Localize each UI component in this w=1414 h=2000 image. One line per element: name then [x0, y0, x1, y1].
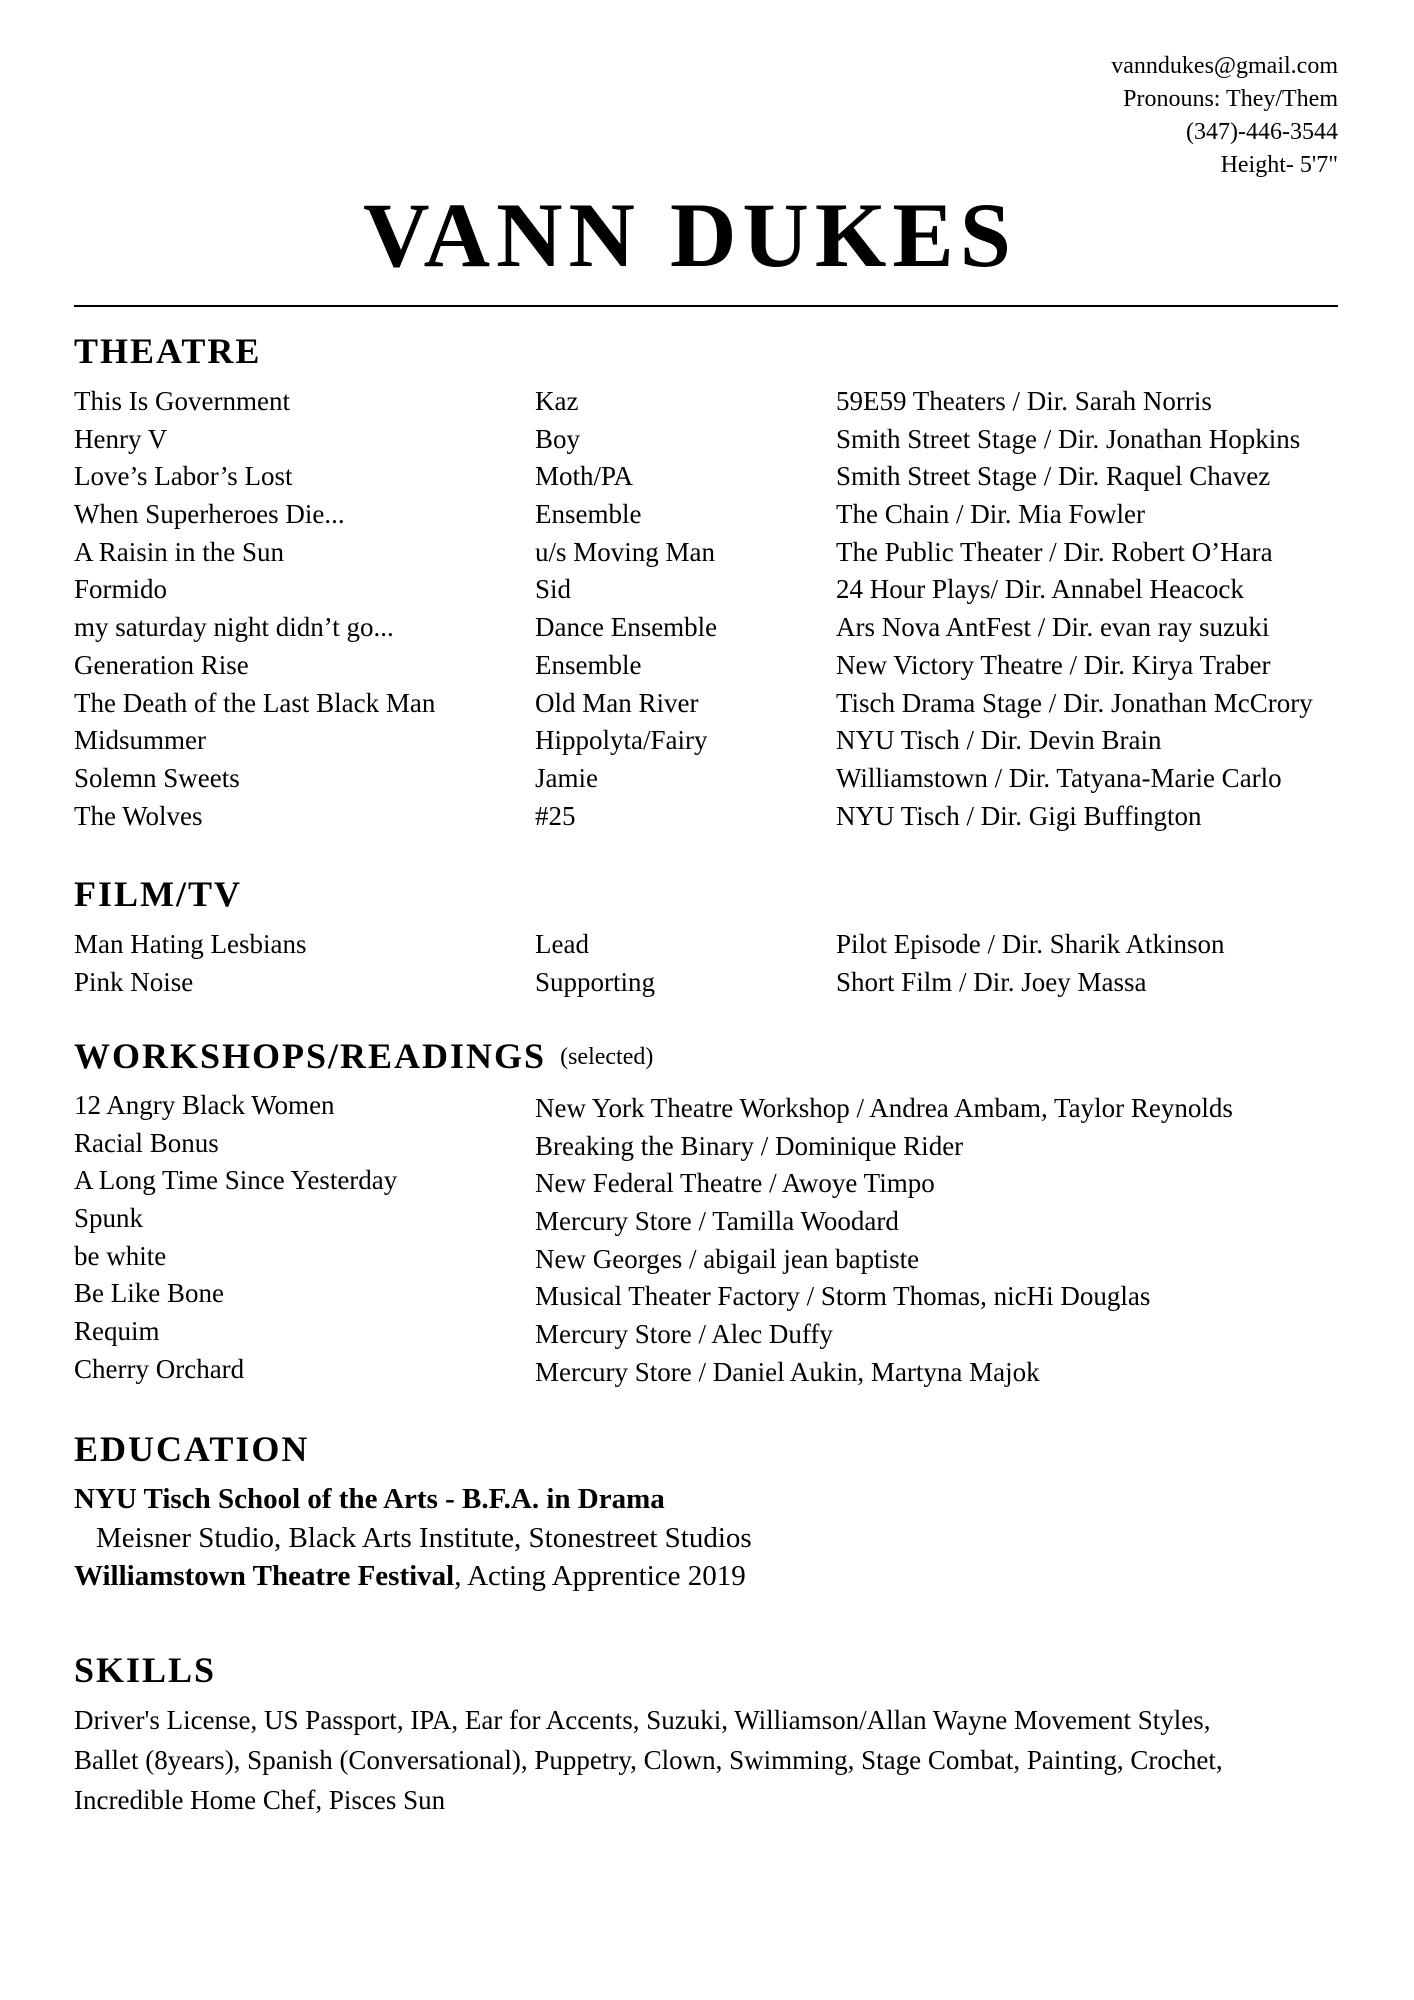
credit-venue: Short Film / Dir. Joey Massa	[836, 966, 1147, 997]
table-row	[74, 1313, 1364, 1351]
credit-title: Formido	[74, 574, 168, 605]
contact-email: vanndukes@gmail.com	[1111, 53, 1338, 79]
credit-title: Man Hating Lesbians	[74, 929, 307, 959]
credit-role: Ensemble	[535, 499, 642, 530]
credit-role: Hippolyta/Fairy	[535, 725, 708, 756]
workshop-venue: New York Theatre Workshop / Andrea Ambam, Taylor Reynolds	[535, 1093, 1233, 1123]
table-row	[74, 964, 1364, 1002]
credit-title: Love’s Labor’s Lost	[74, 461, 293, 492]
workshop-venue: Breaking the Binary / Dominique Rider	[535, 1130, 964, 1161]
skills-list: Driver's License, US Passport, IPA, Ear for Accents, Suzuki, Williamson/Allan Wayne Movement Styles, Ballet (8years), Spanish (Conversational), Puppetry, Clown, Swimming, Stage Combat, Painting, Crochet, Incredible Home Chef, Pisces Sun	[74, 1705, 1223, 1815]
education-festival	[74, 1556, 746, 1596]
credit-venue: 59E59 Theaters / Dir. Sarah Norris	[836, 386, 1212, 416]
film-tv-heading: FILM/TV	[74, 874, 243, 914]
workshop-venue: Musical Theater Factory / Storm Thomas, nicHi Douglas	[535, 1281, 1151, 1312]
workshop-title: Spunk	[74, 1203, 144, 1234]
education-studios: Meisner Studio, Black Arts Institute, Stonestreet Studios	[96, 1522, 752, 1554]
table-row	[74, 571, 1364, 609]
contact-info	[1111, 50, 1338, 182]
credit-role: #25	[535, 800, 576, 831]
workshop-venue: Mercury Store / Alec Duffy	[535, 1319, 833, 1350]
table-row	[74, 496, 1364, 534]
workshop-venue: Mercury Store / Daniel Aukin, Martyna Majok	[535, 1356, 1040, 1387]
performer-name: VANN DUKES	[363, 184, 1017, 286]
table-row	[74, 722, 1364, 760]
workshop-title: Be Like Bone	[74, 1278, 224, 1309]
credit-title: Pink Noise	[74, 966, 194, 997]
theatre-credits	[74, 383, 1364, 835]
credit-venue: The Public Theater / Dir. Robert O’Hara	[836, 536, 1273, 567]
credit-title: my saturday night didn’t go...	[74, 612, 394, 643]
credit-venue: Ars Nova AntFest / Dir. evan ray suzuki	[836, 612, 1270, 643]
workshops-heading-label: WORKSHOPS/READINGS	[74, 1036, 547, 1076]
workshop-title: 12 Angry Black Women	[74, 1090, 335, 1120]
table-row	[74, 1238, 1364, 1276]
credit-venue: Smith Street Stage / Dir. Raquel Chavez	[836, 461, 1271, 492]
credit-venue: New Victory Theatre / Dir. Kirya Traber	[836, 649, 1271, 680]
credit-venue: Williamstown / Dir. Tatyana-Marie Carlo	[836, 762, 1282, 793]
table-row	[74, 1162, 1364, 1200]
table-row	[74, 1275, 1364, 1313]
education-school	[74, 1479, 665, 1519]
table-row	[74, 1125, 1364, 1163]
table-row	[74, 1200, 1364, 1238]
table-row	[74, 609, 1364, 647]
credit-role: Ensemble	[535, 649, 642, 680]
table-row	[74, 798, 1364, 836]
workshops-selected-note: (selected)	[560, 1044, 654, 1070]
credit-venue: The Chain / Dir. Mia Fowler	[836, 499, 1145, 530]
credit-title: Midsummer	[74, 725, 206, 756]
film-tv-credits	[74, 926, 1364, 1001]
credit-role: Boy	[535, 423, 581, 454]
workshop-title: Racial Bonus	[74, 1127, 219, 1158]
credit-title: The Death of the Last Black Man	[74, 687, 436, 718]
contact-height: Height- 5'7"	[1220, 152, 1338, 178]
credit-venue: Tisch Drama Stage / Dir. Jonathan McCrory	[836, 687, 1313, 718]
credit-role: Old Man River	[535, 687, 699, 718]
table-row	[74, 685, 1364, 723]
table-row	[74, 534, 1364, 572]
credit-title: Henry V	[74, 423, 168, 454]
education-festival-name: Williamstown Theatre Festival	[74, 1560, 455, 1592]
workshop-venue: New Federal Theatre / Awoye Timpo	[535, 1168, 935, 1199]
skills-heading: SKILLS	[74, 1650, 217, 1690]
credit-title: When Superheroes Die...	[74, 499, 345, 530]
education-festival-detail: , Acting Apprentice 2019	[454, 1560, 746, 1592]
workshop-credits	[74, 1087, 1364, 1389]
contact-pronouns: Pronouns: They/Them	[1123, 86, 1338, 112]
workshop-title: A Long Time Since Yesterday	[74, 1165, 398, 1196]
table-row	[74, 1351, 1364, 1389]
table-row	[74, 1087, 1364, 1125]
credit-role: Dance Ensemble	[535, 612, 718, 643]
education-heading: EDUCATION	[74, 1429, 310, 1469]
credit-venue: Smith Street Stage / Dir. Jonathan Hopkins	[836, 423, 1301, 454]
credit-title: Solemn Sweets	[74, 762, 240, 793]
credit-title: The Wolves	[74, 800, 203, 831]
credit-role: Supporting	[535, 966, 656, 997]
credit-venue: Pilot Episode / Dir. Sharik Atkinson	[836, 929, 1225, 959]
table-row	[74, 383, 1364, 421]
header-divider	[74, 305, 1338, 307]
table-row	[74, 458, 1364, 496]
credit-title: This Is Government	[74, 386, 290, 416]
table-row	[74, 647, 1364, 685]
credit-title: Generation Rise	[74, 649, 249, 680]
education-school-name: NYU Tisch School of the Arts - B.F.A. in Drama	[74, 1483, 665, 1515]
table-row	[74, 421, 1364, 459]
workshop-title: be white	[74, 1240, 167, 1271]
table-row	[74, 760, 1364, 798]
credit-venue: 24 Hour Plays/ Dir. Annabel Heacock	[836, 574, 1244, 605]
table-row	[74, 926, 1364, 964]
workshop-title: Requim	[74, 1316, 160, 1347]
credit-role: Sid	[535, 574, 572, 605]
credit-role: Kaz	[535, 386, 579, 416]
workshop-title: Cherry Orchard	[74, 1353, 245, 1384]
credit-role: Jamie	[535, 762, 598, 793]
contact-phone: (347)-446-3544	[1186, 119, 1338, 145]
credit-role: u/s Moving Man	[535, 536, 716, 567]
workshop-venue: New Georges / abigail jean baptiste	[535, 1243, 920, 1274]
workshop-venue: Mercury Store / Tamilla Woodard	[535, 1206, 899, 1237]
credit-title: A Raisin in the Sun	[74, 536, 285, 567]
theatre-heading: THEATRE	[74, 331, 262, 371]
credit-venue: NYU Tisch / Dir. Gigi Buffington	[836, 800, 1202, 831]
workshops-heading	[74, 1036, 653, 1077]
credit-role: Lead	[535, 929, 589, 959]
credit-role: Moth/PA	[535, 461, 634, 492]
credit-venue: NYU Tisch / Dir. Devin Brain	[836, 725, 1162, 756]
